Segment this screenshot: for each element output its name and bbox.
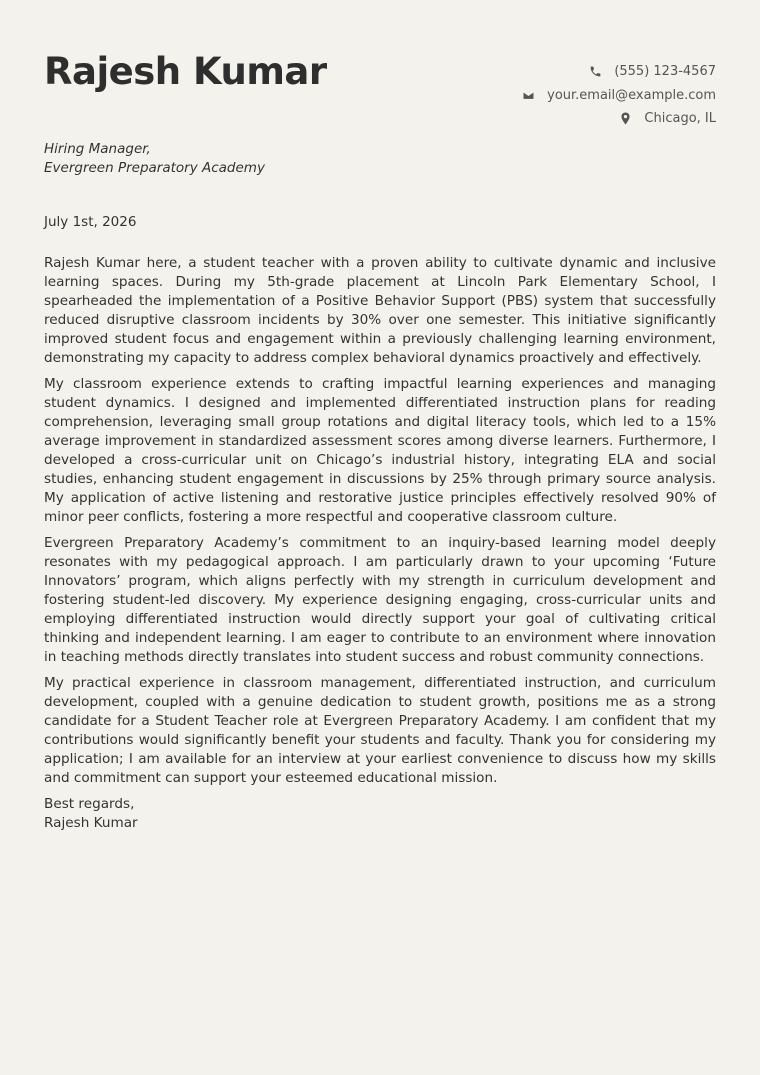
recipient-title: Hiring Manager, bbox=[44, 141, 151, 157]
email-text: your.email@example.com bbox=[547, 87, 716, 103]
paragraph: Evergreen Preparatory Academy’s commitment to an inquiry-based learning model deeply resonates with my pedagogical approach. I am particularly drawn to your upcoming ‘Future Innovators’ program, which aligns perfectly with my strength in curriculum development and fostering student-led discovery. My experience designing engaging, cross-curricular units and employing differentiated instruction would directly support your goal of cultivating critical thinking and independent learning. I am eager to contribute to an environment where innovation in teaching methods directly translates into student success and robust community connections. bbox=[44, 535, 716, 665]
cover-letter-page bbox=[44, 0, 716, 1075]
phone-icon bbox=[589, 65, 602, 78]
location-pin-icon bbox=[619, 112, 632, 125]
letter-body bbox=[44, 254, 716, 833]
closing-salutation: Best regards, bbox=[44, 796, 135, 812]
closing-block bbox=[44, 795, 716, 833]
email-row bbox=[522, 84, 716, 108]
location-row bbox=[522, 107, 716, 131]
recipient-organization: Evergreen Preparatory Academy bbox=[44, 160, 265, 176]
recipient-block bbox=[44, 140, 265, 178]
phone-row bbox=[522, 60, 716, 84]
letter-date: July 1st, 2026 bbox=[44, 214, 137, 230]
paragraph: Rajesh Kumar here, a student teacher with a proven ability to cultivate dynamic and inclusive learning spaces. During my 5th-grade placement at Lincoln Park Elementary School, I spearheaded the implementation of a Positive Behavior Support (PBS) system that successfully reduced disruptive classroom incidents by 30% over one semester. This initiative significantly improved student focus and engagement within a previously challenging learning environment, demonstrating my capacity to address complex behavioral dynamics proactively and effectively. bbox=[44, 255, 716, 366]
contact-info bbox=[522, 60, 716, 131]
closing-signature: Rajesh Kumar bbox=[44, 815, 138, 831]
applicant-name: Rajesh Kumar bbox=[44, 50, 327, 93]
phone-text: (555) 123-4567 bbox=[614, 64, 716, 80]
paragraph: My classroom experience extends to crafting impactful learning experiences and managing student dynamics. I designed and implemented differentiated instruction plans for reading comprehension, leveraging small group rotations and digital literacy tools, which led to a 15% average improvement in standardized assessment scores among diverse learners. Furthermore, I developed a cross-curricular unit on Chicago’s industrial history, integrating ELA and social studies, enhancing student engagement in discussions by 25% through primary source analysis. My application of active listening and restorative justice principles effectively resolved 90% of minor peer conflicts, fostering a more respectful and cooperative classroom culture. bbox=[44, 376, 716, 525]
location-text: Chicago, IL bbox=[644, 111, 716, 127]
envelope-icon bbox=[522, 89, 535, 102]
paragraph: My practical experience in classroom management, differentiated instruction, and curriculum development, coupled with a genuine dedication to student growth, positions me as a strong candidate for a Student Teacher role at Evergreen Preparatory Academy. I am confident that my contributions would significantly benefit your students and faculty. Thank you for considering my application; I am available for an interview at your earliest convenience to discuss how my skills and commitment can support your esteemed educational mission. bbox=[44, 675, 716, 786]
